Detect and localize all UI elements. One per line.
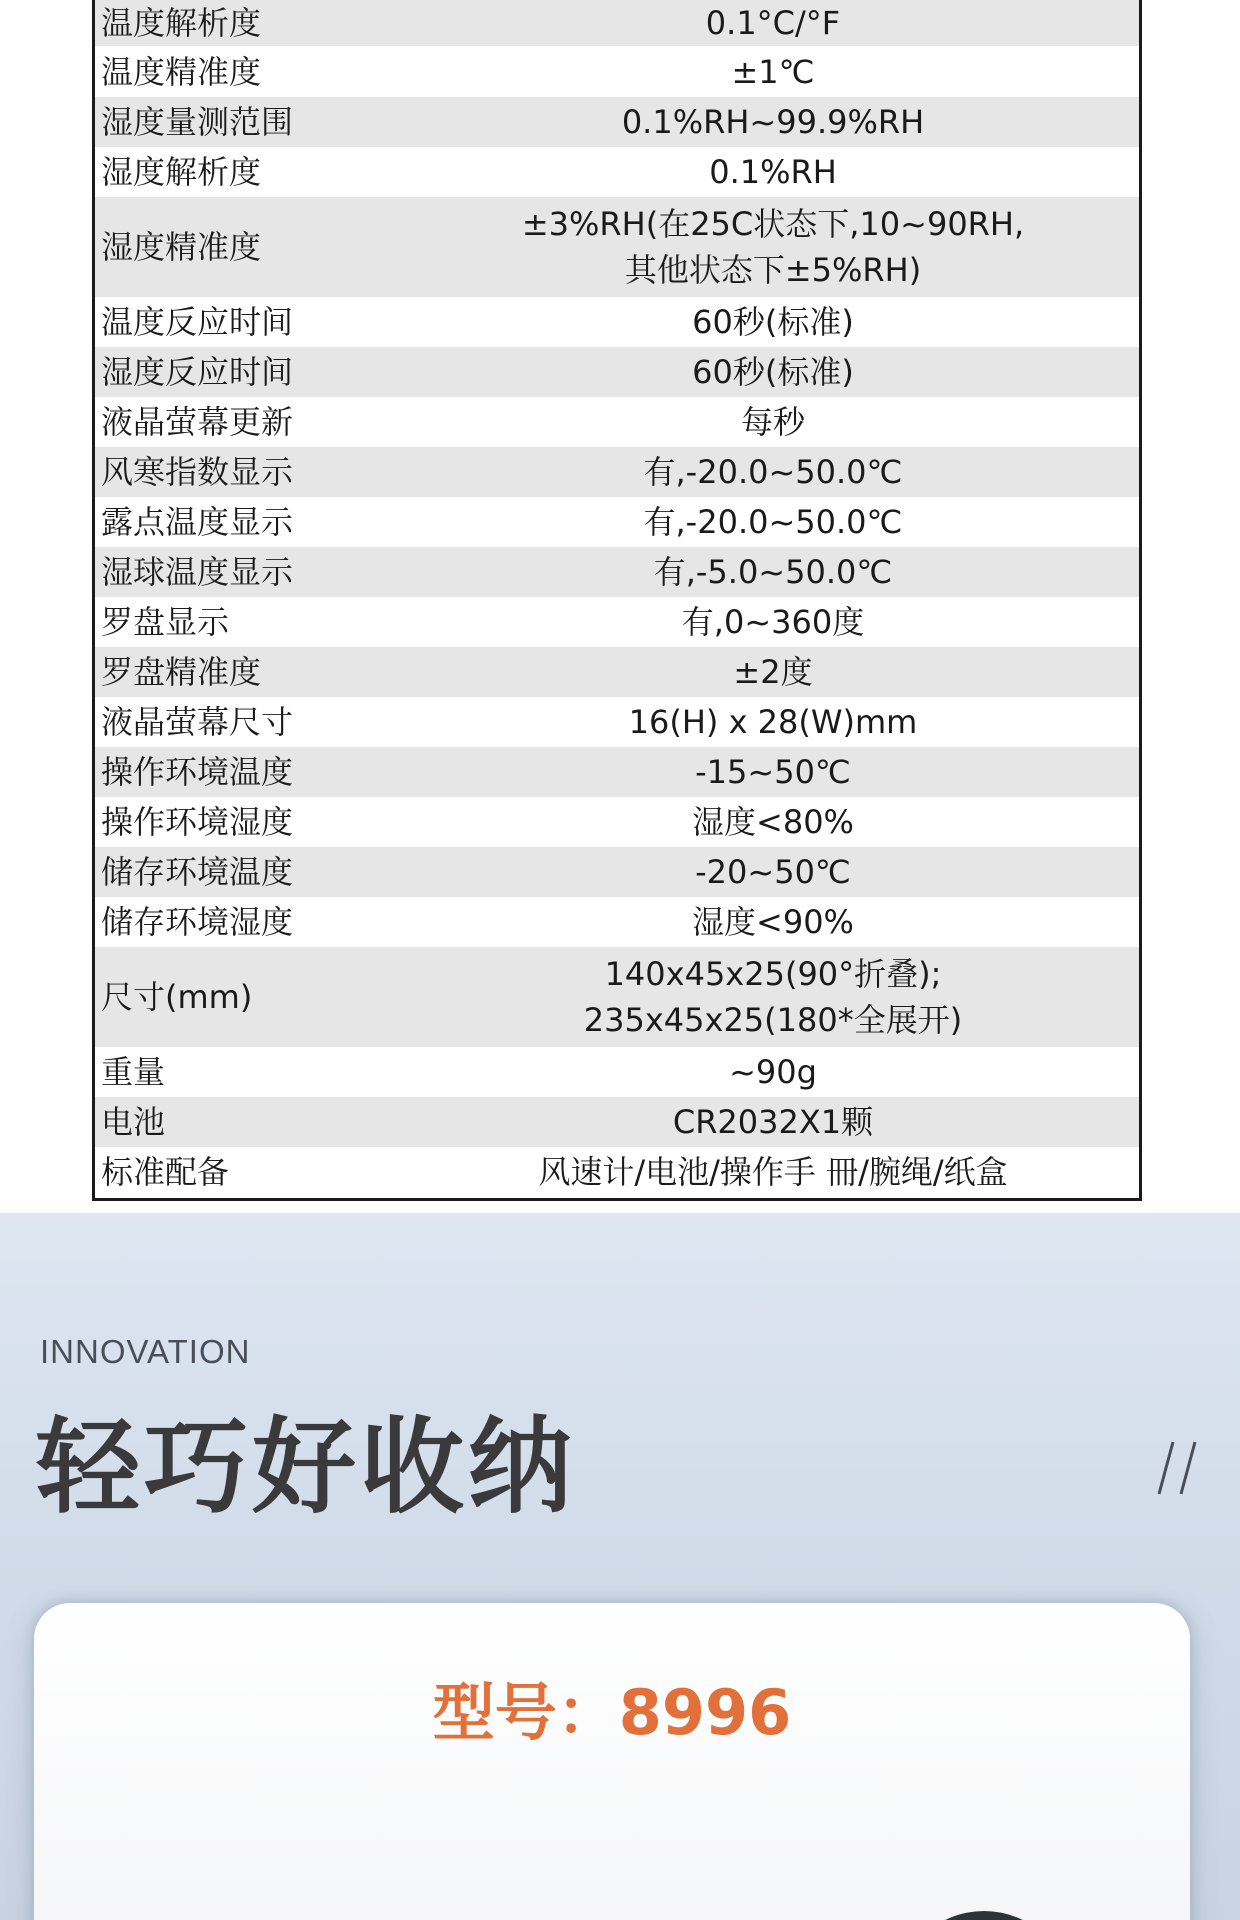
row-value: CR2032X1颗 bbox=[672, 1103, 874, 1142]
row-label: 湿度反应时间 bbox=[101, 353, 294, 392]
row-label: 湿度量测范围 bbox=[101, 103, 294, 142]
table-row bbox=[94, 597, 1141, 647]
row-label: 温度精准度 bbox=[101, 52, 262, 91]
row-value: 60秒(标准) bbox=[692, 303, 854, 342]
table-row bbox=[94, 797, 1141, 847]
row-value: 有,-5.0~50.0℃ bbox=[653, 553, 893, 592]
table-row bbox=[94, 197, 1141, 297]
row-value: 16(H) x 28(W)mm bbox=[628, 703, 918, 742]
table-row bbox=[94, 1047, 1141, 1097]
row-value bbox=[407, 947, 1141, 1047]
slash-icon bbox=[1155, 1438, 1201, 1498]
row-value: 湿度<90% bbox=[692, 903, 854, 942]
table-row bbox=[94, 147, 1141, 197]
row-value bbox=[407, 197, 1141, 297]
row-label: 湿度解析度 bbox=[101, 153, 262, 192]
row-value: 0.1%RH~99.9%RH bbox=[621, 103, 925, 142]
row-value-line: 235x45x25(180*全展开) bbox=[583, 1001, 963, 1040]
row-label: 湿球温度显示 bbox=[101, 553, 294, 592]
table-row bbox=[94, 497, 1141, 547]
table-row bbox=[94, 897, 1141, 947]
row-value-line: 其他状态下±5%RH) bbox=[624, 251, 922, 290]
table-row bbox=[94, 97, 1141, 147]
model-number: 型号：8996 bbox=[432, 1676, 792, 1749]
table-row bbox=[94, 297, 1141, 347]
battery-cap-icon bbox=[884, 1903, 1084, 1920]
table-row bbox=[94, 46, 1141, 97]
row-value: -20~50℃ bbox=[695, 853, 851, 892]
row-label: 风寒指数显示 bbox=[101, 453, 294, 492]
row-label: 尺寸(mm) bbox=[101, 978, 253, 1017]
row-value: 有,-20.0~50.0℃ bbox=[643, 503, 903, 542]
row-label: 储存环境湿度 bbox=[101, 903, 294, 942]
row-label: 露点温度显示 bbox=[101, 503, 294, 542]
table-row bbox=[94, 947, 1141, 1047]
table-row bbox=[94, 0, 1141, 46]
row-label: 电池 bbox=[101, 1103, 166, 1142]
row-label: 罗盘精准度 bbox=[101, 653, 262, 692]
table-row bbox=[94, 397, 1141, 447]
row-value: ~90g bbox=[729, 1053, 817, 1092]
row-value: 有,0~360度 bbox=[681, 603, 865, 642]
row-label: 操作环境温度 bbox=[101, 753, 294, 792]
row-value: 风速计/电池/操作手 冊/腕绳/纸盒 bbox=[538, 1153, 1008, 1192]
table-row bbox=[94, 347, 1141, 397]
spec-table-container bbox=[92, 0, 1142, 1192]
table-row bbox=[94, 847, 1141, 897]
row-label: 操作环境湿度 bbox=[101, 803, 294, 842]
row-label: 罗盘显示 bbox=[101, 603, 230, 642]
row-value: 每秒 bbox=[740, 403, 805, 442]
row-label: 湿度精准度 bbox=[101, 228, 262, 267]
row-value: 有,-20.0~50.0℃ bbox=[643, 453, 903, 492]
row-label: 液晶萤幕尺寸 bbox=[101, 703, 294, 742]
row-label: 液晶萤幕更新 bbox=[101, 403, 294, 442]
row-value: -15~50℃ bbox=[695, 753, 851, 792]
product-card bbox=[34, 1603, 1190, 1920]
row-value-line: ±3%RH(在25C状态下,10~90RH, bbox=[521, 205, 1025, 243]
table-row bbox=[94, 447, 1141, 497]
table-row bbox=[94, 647, 1141, 697]
table-row bbox=[94, 547, 1141, 597]
row-value: ±2度 bbox=[733, 653, 813, 692]
storage-section bbox=[0, 1213, 1240, 1920]
row-value-line: 140x45x25(90°折叠); bbox=[604, 955, 942, 993]
row-label: 温度解析度 bbox=[101, 4, 262, 42]
table-row bbox=[94, 1097, 1141, 1147]
row-value: 湿度<80% bbox=[692, 803, 854, 842]
row-label: 温度反应时间 bbox=[101, 303, 294, 342]
spec-table bbox=[92, 0, 1142, 1201]
row-label: 重量 bbox=[101, 1053, 166, 1092]
row-label: 标准配备 bbox=[101, 1153, 230, 1192]
table-row bbox=[94, 697, 1141, 747]
row-value: 0.1%RH bbox=[709, 153, 837, 192]
section-headline: 轻巧好收纳 bbox=[36, 1406, 577, 1528]
section-eyebrow: INNOVATION bbox=[40, 1333, 251, 1370]
row-value: 0.1°C/°F bbox=[705, 4, 841, 42]
table-row bbox=[94, 747, 1141, 797]
table-row bbox=[94, 1147, 1141, 1199]
row-value: ±1℃ bbox=[731, 52, 815, 91]
row-value: 60秒(标准) bbox=[692, 353, 854, 392]
row-label: 储存环境温度 bbox=[101, 853, 294, 892]
